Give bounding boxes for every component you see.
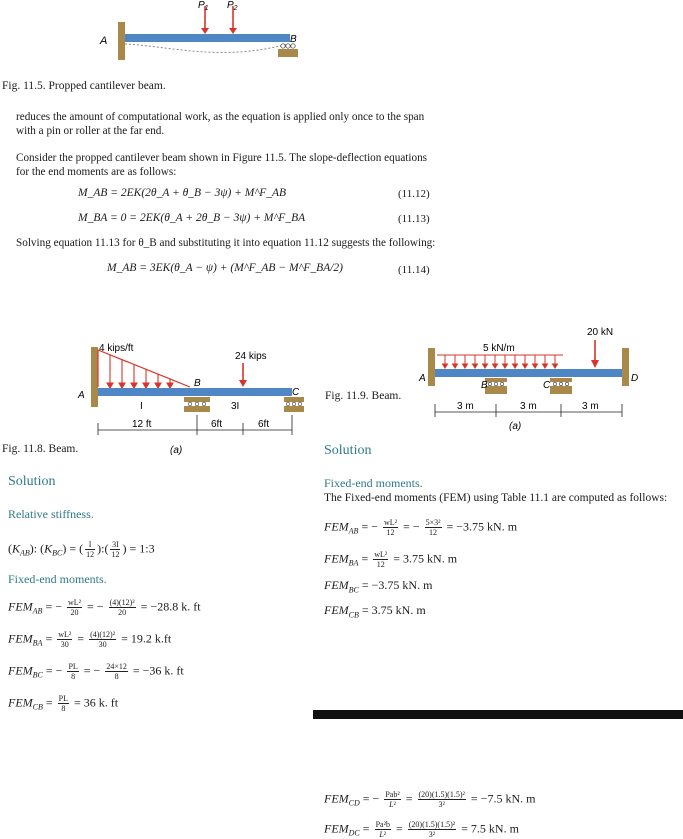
left-solution-heading: Solution: [8, 474, 56, 489]
left-fem-ba-value: = 19.2 k.ft: [121, 631, 172, 646]
point-load-label: 20 kN: [587, 327, 614, 338]
paragraph-3: Solving equation 11.13 for θ_B and substituting it into equation 11.12 suggests the following:: [16, 237, 436, 249]
paragraph-1: reduces the amount of computational work, as the equation is applied only once to the span with a pin or roller at the far end.: [16, 111, 425, 137]
left-fem-cb-value: = 36 k. ft: [74, 695, 119, 710]
right-fem-intro: The Fixed-end moments (FEM) using Table 11.1 are computed as follows:: [324, 492, 668, 504]
figure-11-5: [90, 0, 330, 70]
left-fem-ab: $FEM_{AB}$ = − $\frac{\text{wL²}}{20}$ = − $\frac{\text{(4)(12)²}}{20}$ = −28.8 k. ft: [8, 598, 201, 617]
equation-11-14: M_AB = 3EK(θ_A − ψ) + (M^F_AB − M^F_BA/2): [107, 262, 343, 274]
left-fem-bc: $FEM_{BC}$ = − $\frac{PL}{8}$ = − $\frac{24\times 12}{8}$ = −36 k. ft: [8, 662, 184, 681]
stiffness-ratio: $(K_{AB})$: $(K_{BC})$ = ( $\frac{I}{12}$ ):( $\frac{3I}{12}$ ) = 1:3: [8, 540, 155, 559]
label-d: D: [631, 373, 639, 384]
roller-support-b: [485, 386, 507, 394]
left-fem-bc-value: = −36 k. ft: [132, 663, 184, 678]
label-b: B: [481, 380, 488, 391]
label-p2: $P_2$: [227, 0, 238, 12]
inertia-3i: 3I: [231, 401, 240, 412]
dim-3m-2: 3 m: [520, 401, 537, 412]
load-label: 4 kips/ft: [99, 343, 134, 354]
deflected-shape: [125, 44, 288, 52]
right-fem-cb-value: = 3.75 kN. m: [361, 603, 426, 617]
stiffness-ratio-result: = 1:3: [129, 541, 155, 556]
right-fem-heading: Fixed-end moments.: [324, 476, 423, 490]
label-p1: $P_1$: [198, 0, 209, 12]
fig-11-5-caption: Fig. 11.5. Propped cantilever beam.: [2, 80, 166, 92]
label-a: A: [100, 35, 108, 47]
left-fem-heading: Fixed-end moments.: [8, 572, 107, 586]
figure-11-9: [415, 322, 650, 432]
equation-11-14-number: (11.14): [398, 264, 430, 276]
label-b: B: [290, 34, 297, 45]
left-fem-ba: $FEM_{BA}$ = $\frac{\text{wL²}}{30}$ = $\frac{\text{(4)(12)²}}{30}$ = 19.2 k.ft: [8, 630, 172, 649]
dim-6ft-2: 6ft: [258, 419, 270, 430]
relative-stiffness-heading: Relative stiffness.: [8, 507, 94, 521]
roller-support-c: [284, 406, 304, 412]
fixed-support-a: [118, 22, 125, 60]
right-fem-cb: $FEM_{CB} = 3.75$ kN. m: [324, 603, 426, 620]
divider-bar: [313, 710, 683, 719]
fig-11-9-caption: Fig. 11.9. Beam.: [325, 390, 402, 402]
label-c: C: [543, 380, 551, 391]
fixed-support-d: [622, 348, 629, 386]
right-fem-cd-value: = −7.5 kN. m: [470, 791, 536, 806]
left-fem-cb: $FEM_{CB}$ = $\frac{PL}{8}$ = 36 k. ft: [8, 694, 119, 713]
equation-11-12: M_AB = 2EK(2θ_A + θ_B − 3ψ) + M^F_AB: [78, 187, 287, 199]
dim-3m-3: 3 m: [582, 401, 599, 412]
fixed-support-a: [428, 348, 435, 386]
equation-11-12-number: (11.12): [398, 188, 430, 200]
figure-11-8: [70, 335, 320, 460]
point-load-label: 24 kips: [235, 351, 267, 362]
beam: [125, 34, 290, 42]
subfigure-label: (a): [509, 421, 522, 432]
label-a: A: [78, 390, 85, 401]
left-fem-ab-value: = −28.8 k. ft: [140, 599, 201, 614]
right-fem-ab: $FEM_{AB}$ = − $\frac{\text{wL²}}{12}$ = − $\frac{\text{5×3²}}{12}$ = −3.75 kN. m: [324, 518, 518, 537]
right-fem-dc-value: = 7.5 kN. m: [461, 821, 519, 836]
roller-support-c: [550, 386, 572, 394]
equation-11-13-number: (11.13): [398, 213, 430, 225]
right-fem-dc: $FEM_{DC}$ = $\frac{\text{Pa²b}}{\text{L²}}$ = $\frac{\text{(20)(1.5)(1.5)²}}{\text{3²}}$ = 7.5 kN. m: [324, 820, 519, 839]
dim-3m-1: 3 m: [457, 401, 474, 412]
fig-11-8-caption: Fig. 11.8. Beam.: [2, 443, 79, 455]
load-label: 5 kN/m: [483, 343, 515, 354]
right-fem-ba-value: = 3.75 kN. m: [393, 551, 458, 566]
fixed-support-a: [91, 347, 98, 407]
beam: [435, 369, 622, 377]
label-b: B: [194, 378, 201, 389]
right-fem-ba: $FEM_{BA}$ = $\frac{\text{wL²}}{12}$ = 3.75 kN. m: [324, 550, 458, 569]
inertia-i: I: [140, 401, 143, 412]
roller-support-b: [278, 49, 298, 57]
beam: [98, 388, 292, 396]
dim-6ft-1: 6ft: [211, 419, 223, 430]
paragraph-2: Consider the propped cantilever beam shown in Figure 11.5. The slope-deflection equations for the end moments are as follows:: [16, 152, 428, 178]
right-fem-bc: $FEM_{BC} = -3.75$ kN. m: [324, 578, 433, 595]
label-c: C: [292, 387, 300, 398]
right-fem-bc-value: = −3.75 kN. m: [361, 578, 433, 592]
roller-support-b: [184, 406, 210, 412]
right-fem-cd: $FEM_{CD}$ = − $\frac{\text{Pab²}}{\text{L²}}$ = $\frac{\text{(20)(1.5)(1.5)²}}{\text{3²}}$ = −7.5 kN. m: [324, 790, 536, 809]
equation-11-13: M_BA = 0 = 2EK(θ_A + 2θ_B − 3ψ) + M^F_BA: [78, 212, 306, 224]
right-fem-ab-value: = −3.75 kN. m: [446, 519, 518, 534]
dim-12ft: 12 ft: [132, 419, 152, 430]
label-a: A: [419, 373, 426, 384]
right-solution-heading: Solution: [324, 443, 372, 458]
subfigure-label: (a): [170, 445, 183, 456]
